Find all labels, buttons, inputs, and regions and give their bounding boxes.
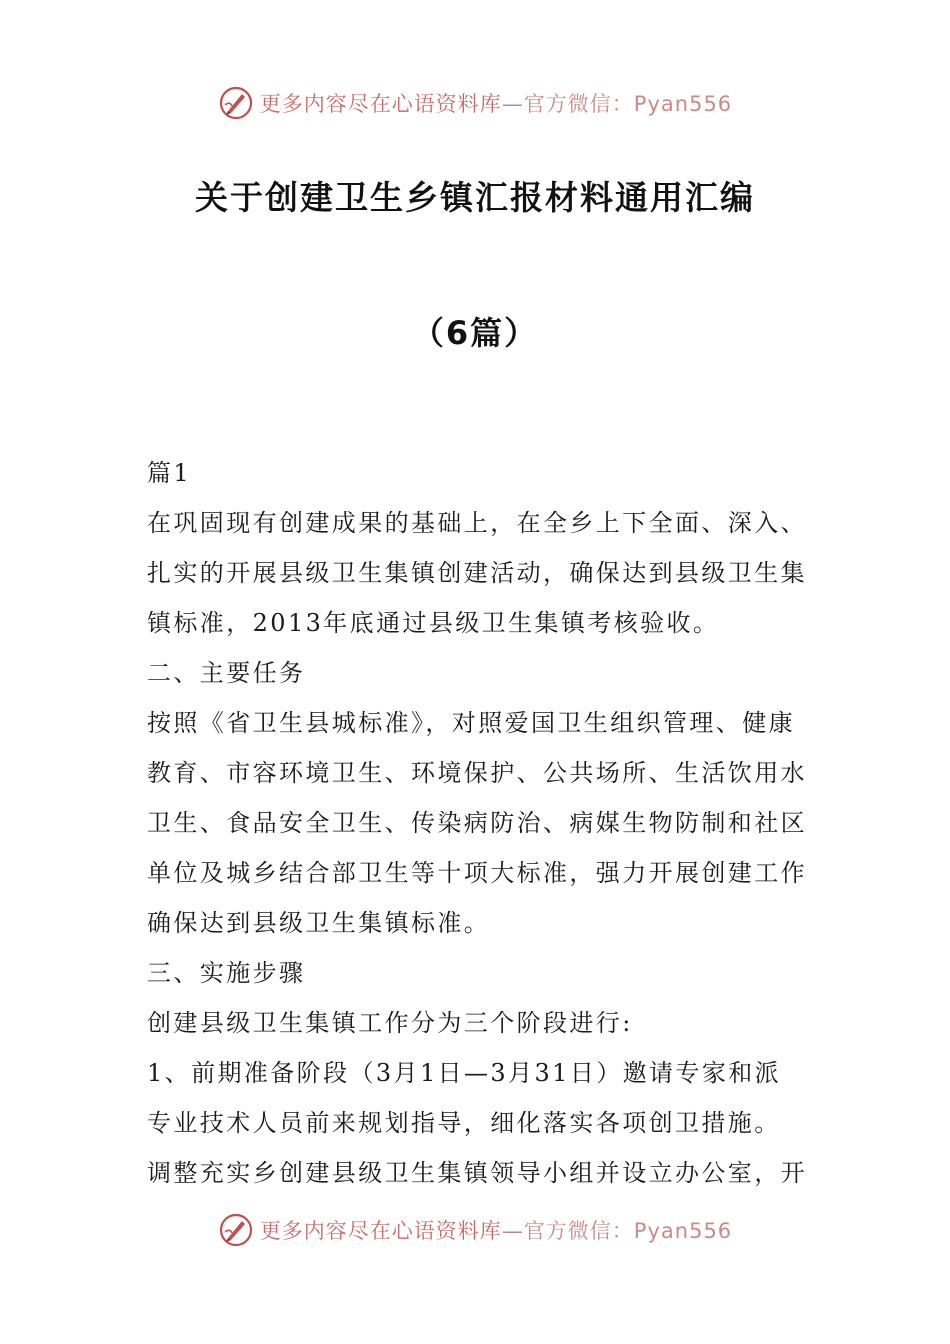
watermark-text (260, 88, 732, 118)
document-body (147, 448, 807, 1198)
watermark-wechat-text: 官方微信：Pyan556 (523, 92, 733, 116)
section-label: 篇1 (147, 459, 192, 487)
body-paragraph: 在巩固现有创建成果的基础上，在全乡上下全面、深入、扎实的开展县级卫生集镇创建活动，确保达到县级卫生集镇标准，2013年底通过县级卫生集镇考核验收。 (147, 509, 807, 637)
document-title: 关于创建卫生乡镇汇报材料通用汇编 (195, 178, 755, 217)
pen-circle-logo-icon (218, 85, 254, 121)
section-heading: 三、实施步骤 (147, 959, 306, 987)
pen-circle-logo-icon (218, 1212, 254, 1248)
watermark-wechat-text: 官方微信：Pyan556 (523, 1219, 733, 1243)
watermark-separator: — (501, 1219, 524, 1243)
document-subtitle: （6篇） (411, 314, 539, 352)
watermark-banner-top (0, 78, 950, 128)
watermark-banner-bottom (0, 1205, 950, 1255)
body-paragraph: 创建县级卫生集镇工作分为三个阶段进行: (147, 1009, 633, 1037)
section-heading: 二、主要任务 (147, 659, 306, 687)
watermark-separator: — (501, 92, 524, 116)
body-paragraph: 按照《省卫生县城标准》，对照爱国卫生组织管理、健康教育、市容环境卫生、环境保护、公共场所、生活饮用水卫生、食品安全卫生、传染病防治、病媒生物防制和社区单位及城乡结合部卫生等十项大标准，强力开展创建工作确保达到县级卫生集镇标准。 (147, 709, 807, 937)
body-paragraph: 1、前期准备阶段（3月1日—3月31日）邀请专家和派专业技术人员前来规划指导，细化落实各项创卫措施。 (147, 1059, 782, 1137)
watermark-main-text: 更多内容尽在心语资料库 (259, 92, 502, 116)
watermark-text (260, 1215, 732, 1245)
body-paragraph: 调整充实乡创建县级卫生集镇领导小组并设立办公室，开 (147, 1159, 807, 1187)
watermark-main-text: 更多内容尽在心语资料库 (259, 1219, 502, 1243)
